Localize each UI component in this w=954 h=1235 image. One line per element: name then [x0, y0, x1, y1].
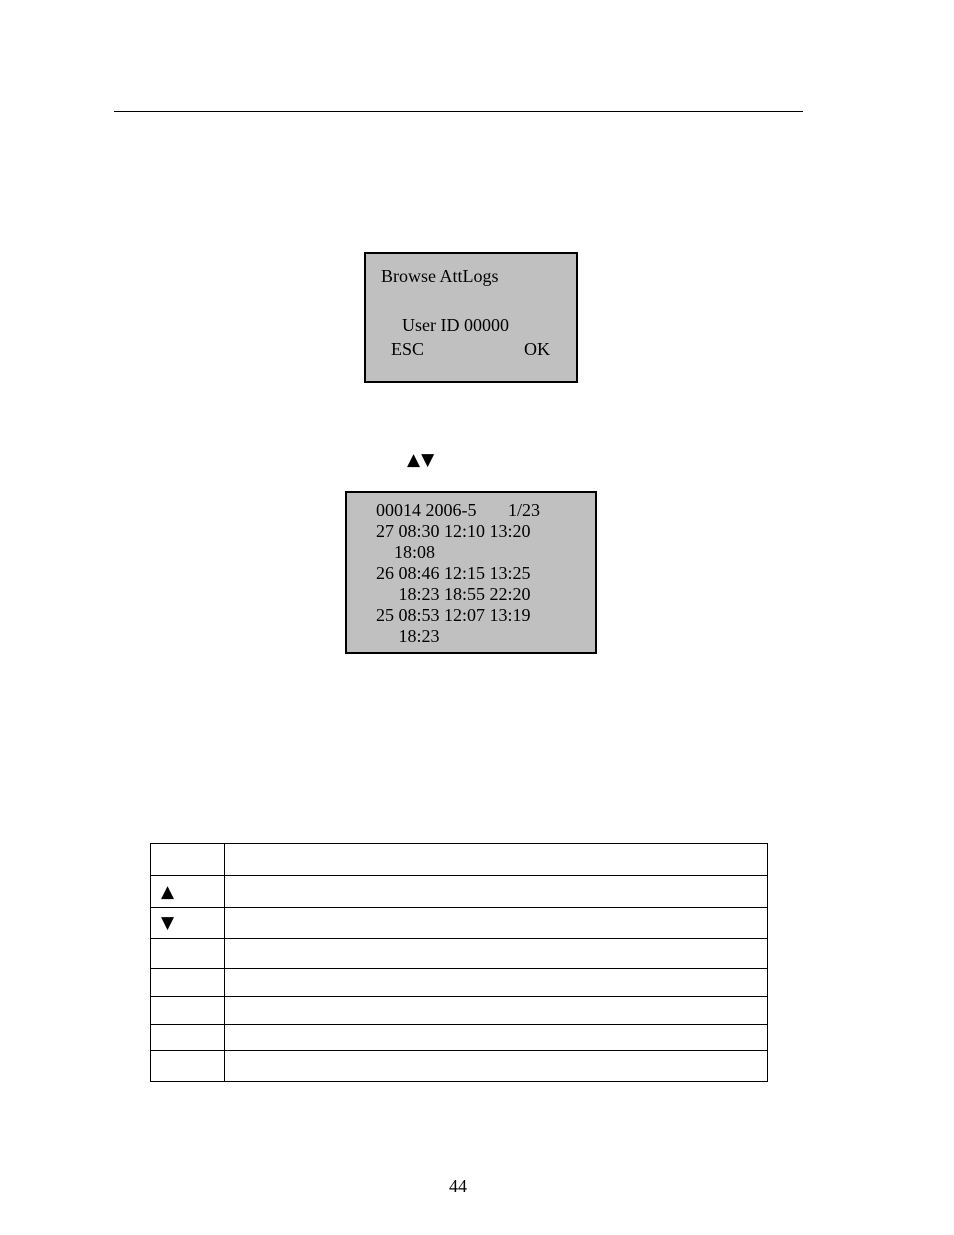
description-cell	[225, 997, 768, 1025]
description-cell	[225, 969, 768, 997]
table-row	[151, 997, 768, 1025]
lcd-screen-browse-attlogs	[364, 252, 578, 383]
user-id-field: User ID 00000	[402, 315, 509, 335]
lcd-screen-attendance-logs	[345, 491, 597, 654]
page-number: 44	[449, 1176, 467, 1196]
key-cell	[151, 1025, 225, 1051]
up-arrow-icon: ▲	[151, 876, 225, 908]
key-cell	[151, 939, 225, 969]
ok-label: OK	[524, 339, 550, 359]
log-line: 27 08:30 12:10 13:20	[376, 521, 531, 541]
table-row	[151, 1025, 768, 1051]
description-cell	[225, 1051, 768, 1082]
log-header: 00014 2006-5 1/23	[376, 500, 540, 520]
description-cell	[225, 844, 768, 876]
table-row	[151, 969, 768, 997]
table-row	[151, 939, 768, 969]
log-line: 18:23 18:55 22:20	[376, 584, 531, 604]
description-cell	[225, 876, 768, 908]
esc-label: ESC	[391, 339, 425, 359]
log-line: 18:08	[376, 542, 436, 562]
header-rule	[114, 111, 803, 112]
key-cell	[151, 997, 225, 1025]
table-row	[151, 908, 768, 939]
table-row	[151, 1051, 768, 1082]
log-line: 25 08:53 12:07 13:19	[376, 605, 531, 625]
key-cell	[151, 1051, 225, 1082]
log-line: 18:23	[376, 626, 440, 646]
description-cell	[225, 1025, 768, 1051]
log-line: 26 08:46 12:15 13:25	[376, 563, 531, 583]
description-cell	[225, 908, 768, 939]
table-row	[151, 844, 768, 876]
screen-title: Browse AttLogs	[381, 266, 499, 286]
up-down-arrow-icon: ▲▼	[407, 450, 436, 470]
table-row	[151, 876, 768, 908]
key-function-table	[150, 843, 768, 1082]
down-arrow-icon: ▼	[151, 908, 225, 939]
key-cell	[151, 969, 225, 997]
key-cell	[151, 844, 225, 876]
description-cell	[225, 939, 768, 969]
